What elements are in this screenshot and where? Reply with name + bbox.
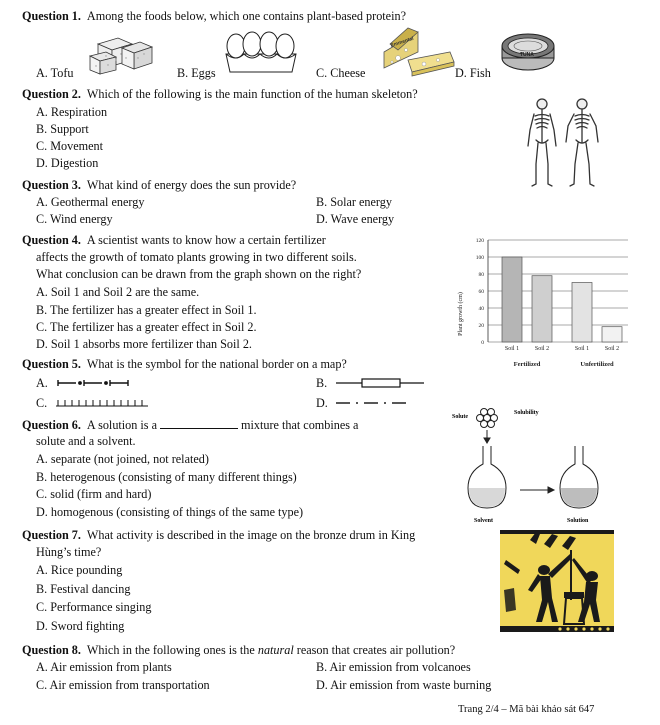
y-tick-label: 120 (475, 238, 484, 244)
y-tick-label: 20 (478, 323, 484, 329)
q7-option-a[interactable]: A. Rice pounding (36, 563, 123, 577)
question-8 (22, 643, 455, 658)
bar (602, 327, 622, 342)
group-label: Fertilized (513, 361, 541, 368)
border-symbol-b (336, 377, 424, 389)
x-tick-label: Soil 1 (574, 346, 590, 352)
question-6-text-before: A solution is a (86, 418, 158, 432)
question-5-label: Question 5. (22, 357, 81, 371)
q7-option-d[interactable]: D. Sword fighting (36, 619, 125, 633)
q8-option-b[interactable]: B. Air emission from volcanoes (316, 660, 471, 674)
q3-option-d[interactable]: D. Wave energy (316, 212, 395, 226)
q5-option-d[interactable]: D. (316, 396, 328, 410)
border-symbol-a (56, 378, 132, 388)
q7-option-c[interactable]: C. Performance singing (36, 600, 152, 614)
question-2-text: Which of the following is the main function of the human skeleton? (86, 87, 418, 101)
q7-option-b[interactable]: B. Festival dancing (36, 582, 131, 596)
bar (532, 276, 552, 342)
y-tick-label: 60 (478, 289, 484, 295)
solute-particles (477, 409, 498, 428)
question-8-italic-word: natural (257, 643, 294, 657)
y-tick-label: 100 (475, 255, 484, 261)
q1-option-a[interactable]: A. Tofu (36, 66, 74, 80)
q4-option-c[interactable]: C. The fertilizer has a greater effect in Soil 2. (36, 320, 257, 334)
q1-option-d[interactable]: D. Fish (455, 66, 491, 80)
skeleton-image (522, 96, 602, 188)
q4-option-b[interactable]: B. The fertilizer has a greater effect in Soil 1. (36, 303, 257, 317)
solvent-label: Solvent (474, 518, 494, 524)
q6-option-b[interactable]: B. heterogenous (consisting of many different things) (36, 470, 297, 484)
question-4-label: Question 4. (22, 233, 81, 247)
border-symbol-d (336, 398, 414, 408)
q4-option-a[interactable]: A. Soil 1 and Soil 2 are the same. (36, 285, 200, 299)
question-7-text-line2: Hùng’s time? (36, 545, 102, 559)
question-8-text-before: Which in the following ones is the (86, 643, 255, 657)
q2-option-a[interactable]: A. Respiration (36, 105, 108, 119)
question-6 (22, 417, 358, 433)
q6-option-d[interactable]: D. homogenous (consisting of things of the same type) (36, 505, 304, 519)
tofu-image (88, 30, 158, 76)
question-8-label: Question 8. (22, 643, 81, 657)
question-1 (22, 9, 406, 24)
question-6-label: Question 6. (22, 418, 81, 432)
answer-blank (160, 417, 238, 429)
bar (572, 283, 592, 343)
eggs-image (222, 28, 300, 76)
q4-option-d[interactable]: D. Soil 1 absorbs more fertilizer than Soil 2. (36, 337, 252, 351)
question-4 (22, 233, 326, 248)
question-7-label: Question 7. (22, 528, 81, 542)
question-1-text: Among the foods below, which one contains plant-based protein? (86, 9, 406, 23)
question-2-label: Question 2. (22, 87, 81, 101)
solute-label: Solute (452, 414, 469, 420)
tuna-can-image (500, 28, 556, 74)
q1-option-b[interactable]: B. Eggs (177, 66, 216, 80)
q8-option-d[interactable]: D. Air emission from waste burning (316, 678, 492, 692)
question-6-text-line2: solute and a solvent. (36, 434, 136, 448)
q3-option-a[interactable]: A. Geothermal energy (36, 195, 145, 209)
q5-option-a[interactable]: A. (36, 376, 48, 390)
group-label: Unfertilized (580, 361, 614, 368)
question-2 (22, 87, 418, 102)
question-7-text-line1: What activity is described in the image on the bronze drum in King (86, 528, 416, 542)
q6-option-a[interactable]: A. separate (not joined, not related) (36, 452, 209, 466)
question-1-label: Question 1. (22, 9, 81, 23)
x-tick-label: Soil 2 (534, 346, 550, 352)
q8-option-c[interactable]: C. Air emission from transportation (36, 678, 210, 692)
q2-option-d[interactable]: D. Digestion (36, 156, 99, 170)
y-tick-label: 40 (478, 306, 484, 312)
page-footer: Trang 2/4 – Mã bài khảo sát 647 (458, 704, 595, 715)
q2-option-b[interactable]: B. Support (36, 122, 89, 136)
q1-option-c[interactable]: C. Cheese (316, 66, 366, 80)
x-tick-label: Soil 2 (604, 346, 620, 352)
x-tick-label: Soil 1 (504, 346, 520, 352)
question-7 (22, 528, 415, 543)
q3-option-b[interactable]: B. Solar energy (316, 195, 392, 209)
q5-option-b[interactable]: B. (316, 376, 328, 390)
question-3-label: Question 3. (22, 178, 81, 192)
y-tick-label: 80 (478, 272, 484, 278)
q5-option-c[interactable]: C. (36, 396, 48, 410)
question-6-text-after: mixture that combines a (241, 418, 359, 432)
question-4-text-line1: A scientist wants to know how a certain fertilizer (86, 233, 326, 247)
bronze-drum-image (500, 530, 614, 632)
question-5 (22, 357, 347, 372)
solubility-label: Solubility (514, 410, 539, 416)
svg-text:Emmental: Emmental (389, 35, 415, 49)
q3-option-c[interactable]: C. Wind energy (36, 212, 113, 226)
solution-diagram (450, 402, 630, 526)
question-4-text-line2: affects the growth of tomato plants growing in two different soils. (36, 250, 357, 264)
y-axis-label: Plant growth (cm) (458, 292, 464, 336)
q6-option-c[interactable]: C. solid (firm and hard) (36, 487, 152, 501)
question-3 (22, 178, 296, 193)
q8-option-a[interactable]: A. Air emission from plants (36, 660, 172, 674)
cheese-image (378, 22, 456, 78)
plant-growth-chart (452, 232, 632, 372)
q2-option-c[interactable]: C. Movement (36, 139, 104, 153)
border-symbol-c (56, 398, 148, 408)
question-5-text: What is the symbol for the national border on a map? (86, 357, 347, 371)
y-tick-label: 0 (481, 340, 484, 346)
solution-label: Solution (567, 518, 589, 524)
question-3-text: What kind of energy does the sun provide? (86, 178, 297, 192)
question-4-text-line3: What conclusion can be drawn from the graph shown on the right? (36, 267, 362, 281)
question-8-text-after: reason that creates air pollution? (296, 643, 456, 657)
svg-text:TUNA: TUNA (520, 52, 534, 58)
bar (502, 257, 522, 342)
